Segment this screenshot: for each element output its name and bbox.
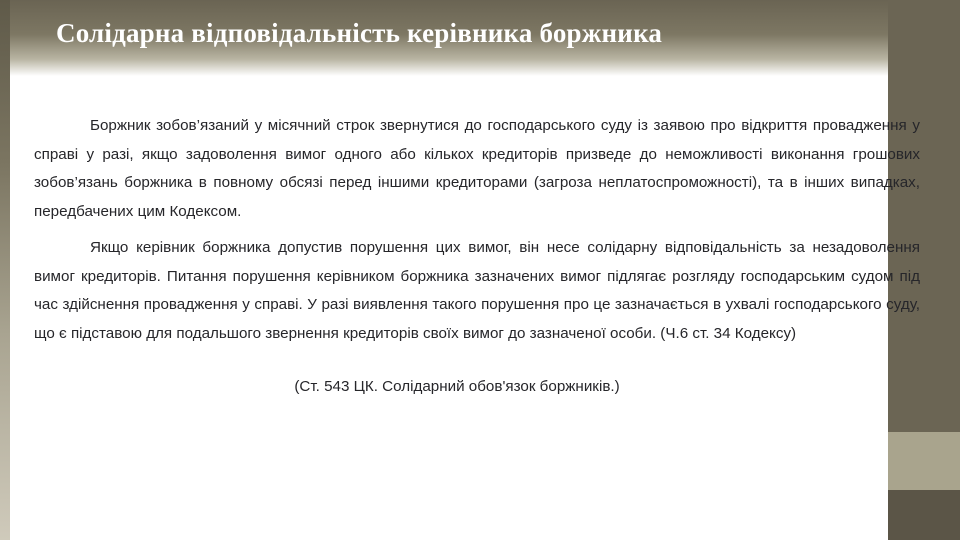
body-paragraph-2: Якщо керівник боржника допустив порушення цих вимог, він несе солідарну відповідальність за незадоволення вимог кредиторів. Питання порушення керівником боржника зазначених вимог підлягає розгляду господарським судом під час здійснення провадження у справі. У разі виявлення такого порушення про це зазначається в ухвалі господарського суду, що є підставою для подальшого звернення кредиторів своїх вимог до зазначеної особи. (Ч.6 ст. 34 Кодексу) <box>34 239 920 342</box>
slide-body <box>34 112 920 400</box>
right-band-segment-middle <box>888 432 960 490</box>
slide-title: Солідарна відповідальність керівника боржника <box>56 18 663 48</box>
right-band-segment-lower <box>888 490 960 540</box>
closing-note: (Ст. 543 ЦК. Солідарний обов'язок боржників.) <box>294 378 620 395</box>
body-paragraph-1: Боржник зобов’язаний у місячний строк звернутися до господарського суду із заявою про відкриття провадження у справі у разі, якщо задоволення вимог одного або кількох кредиторів призведе до неможливості виконання грошових зобов’язань боржника в повному обсязі перед іншими кредиторами (загроза неплатоспроможності), та в інших випадках, передбачених цим Кодексом. <box>34 117 920 220</box>
decorative-left-band <box>0 0 10 540</box>
